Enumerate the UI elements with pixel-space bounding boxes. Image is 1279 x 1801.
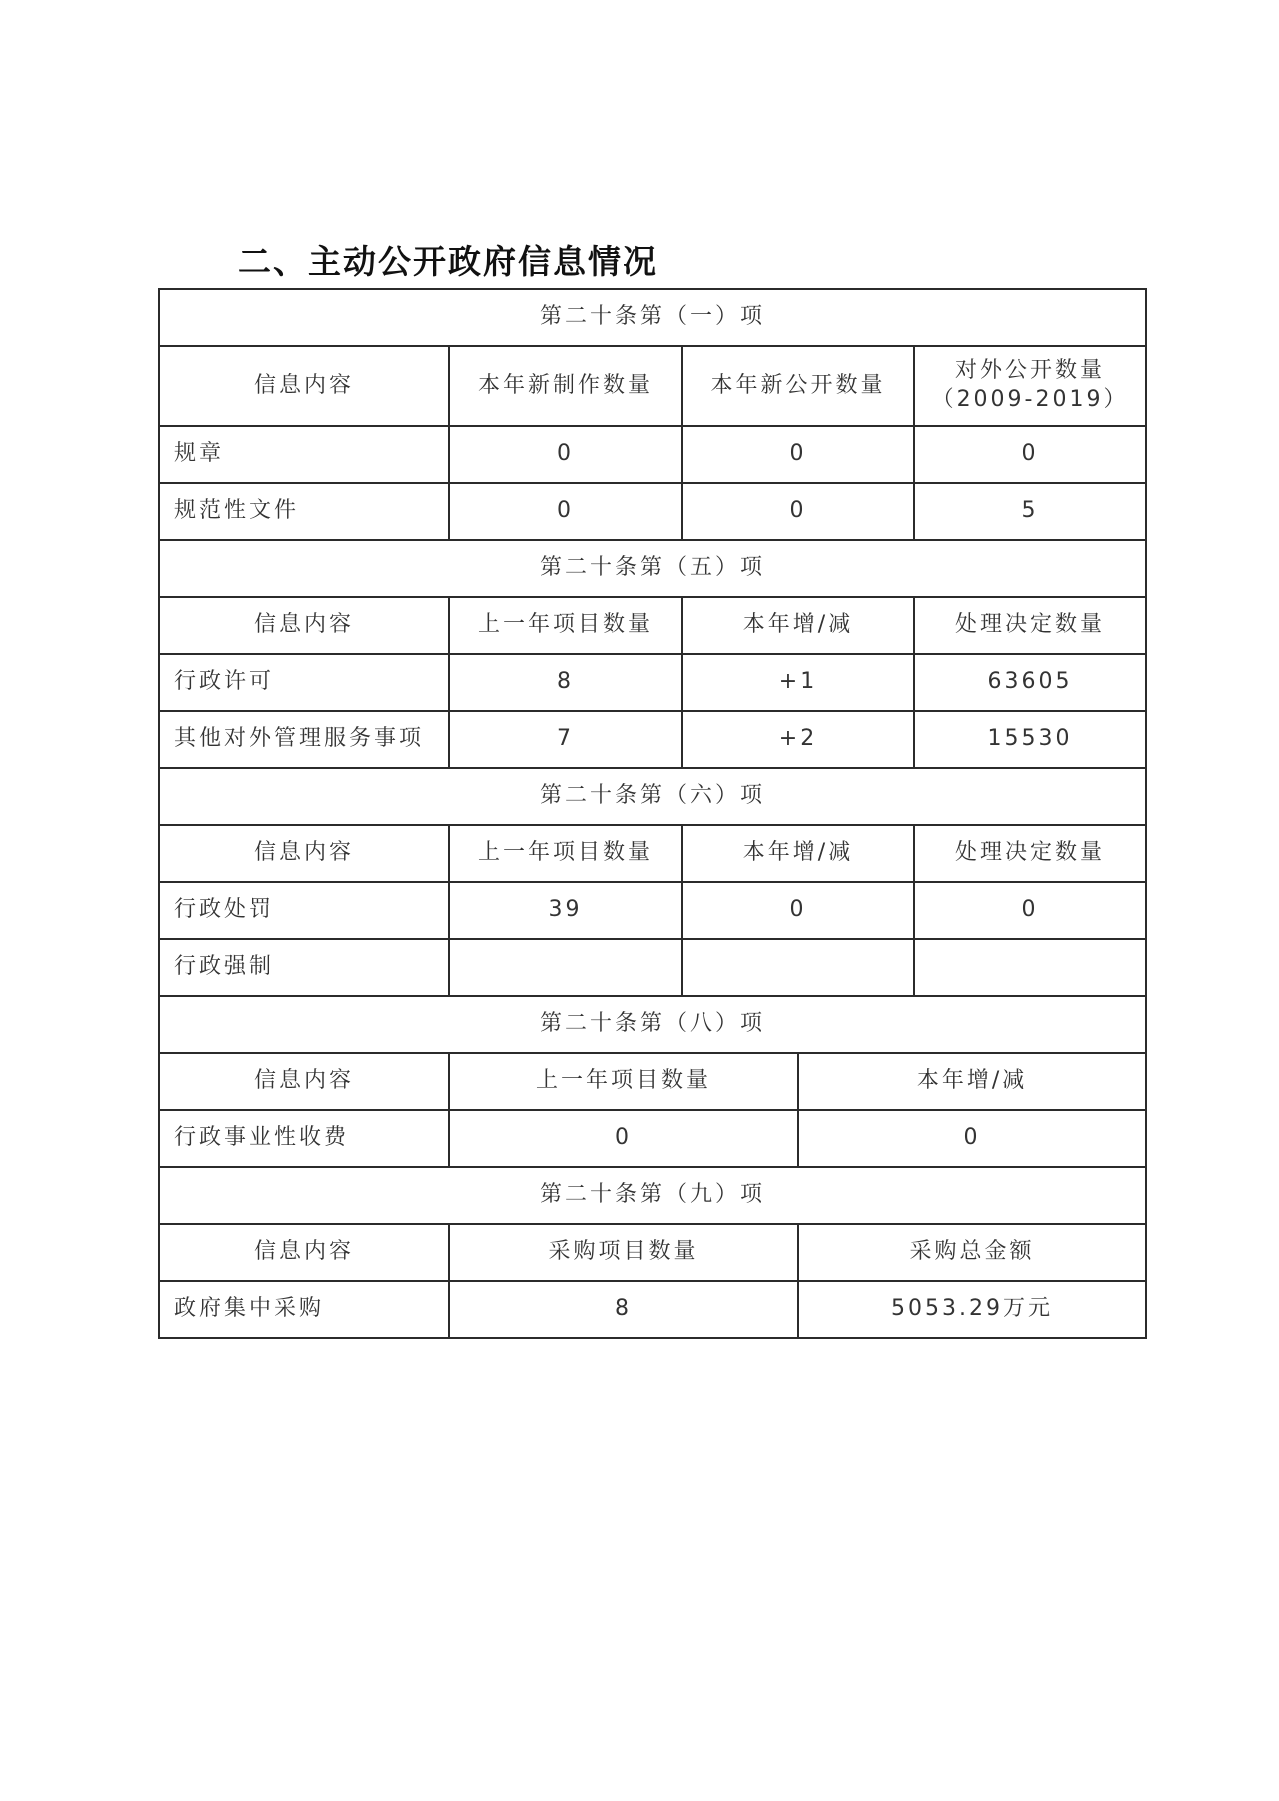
header-cell: 上一年项目数量 bbox=[449, 825, 682, 882]
section-heading-row bbox=[159, 768, 1146, 825]
row-label: 行政事业性收费 bbox=[159, 1110, 449, 1167]
header-row bbox=[159, 825, 1146, 882]
table-cell: 0 bbox=[449, 483, 682, 540]
header-cell: 本年增/减 bbox=[682, 597, 914, 654]
row-label: 规章 bbox=[159, 426, 449, 483]
header-cell-public-count bbox=[914, 346, 1146, 426]
header-cell: 信息内容 bbox=[159, 597, 449, 654]
table-cell bbox=[449, 939, 682, 996]
row-label: 规范性文件 bbox=[159, 483, 449, 540]
header-cell: 处理决定数量 bbox=[914, 825, 1146, 882]
row-label: 其他对外管理服务事项 bbox=[159, 711, 449, 768]
table-row bbox=[159, 654, 1146, 711]
table-cell: 8 bbox=[449, 654, 682, 711]
section-heading: 第二十条第（五）项 bbox=[159, 540, 1146, 597]
section-heading: 第二十条第（一）项 bbox=[159, 289, 1146, 346]
section-heading-row bbox=[159, 1167, 1146, 1224]
header-cell-line: （2009-2019） bbox=[931, 387, 1129, 412]
header-cell: 上一年项目数量 bbox=[449, 1053, 798, 1110]
section-heading: 第二十条第（六）项 bbox=[159, 768, 1146, 825]
table-cell: 15530 bbox=[914, 711, 1146, 768]
table-cell: +2 bbox=[682, 711, 914, 768]
table-row bbox=[159, 939, 1146, 996]
table-cell bbox=[914, 939, 1146, 996]
header-cell: 处理决定数量 bbox=[914, 597, 1146, 654]
section-heading-row bbox=[159, 289, 1146, 346]
section-heading-row bbox=[159, 540, 1146, 597]
header-row bbox=[159, 346, 1146, 426]
header-cell-line: 对外公开数量 bbox=[955, 358, 1106, 384]
header-cell: 信息内容 bbox=[159, 346, 449, 426]
table-cell: +1 bbox=[682, 654, 914, 711]
header-cell: 上一年项目数量 bbox=[449, 597, 682, 654]
table-cell: 0 bbox=[682, 483, 914, 540]
header-cell: 本年增/减 bbox=[682, 825, 914, 882]
row-label: 行政许可 bbox=[159, 654, 449, 711]
section-heading-row bbox=[159, 996, 1146, 1053]
table-cell: 8 bbox=[449, 1281, 798, 1338]
header-cell: 本年增/减 bbox=[798, 1053, 1146, 1110]
row-label: 行政强制 bbox=[159, 939, 449, 996]
section-heading: 第二十条第（八）项 bbox=[159, 996, 1146, 1053]
table-row bbox=[159, 483, 1146, 540]
table-row bbox=[159, 1281, 1146, 1338]
table-cell: 0 bbox=[449, 426, 682, 483]
header-row bbox=[159, 1053, 1146, 1110]
table-cell: 39 bbox=[449, 882, 682, 939]
table-cell: 5 bbox=[914, 483, 1146, 540]
table-row bbox=[159, 426, 1146, 483]
page-title: 二、主动公开政府信息情况 bbox=[238, 242, 658, 281]
table-cell: 63605 bbox=[914, 654, 1146, 711]
header-cell: 采购项目数量 bbox=[449, 1224, 798, 1281]
table-cell: 7 bbox=[449, 711, 682, 768]
header-row bbox=[159, 1224, 1146, 1281]
row-label: 政府集中采购 bbox=[159, 1281, 449, 1338]
header-cell: 本年新公开数量 bbox=[682, 346, 914, 426]
table-cell: 0 bbox=[914, 882, 1146, 939]
table-cell: 0 bbox=[682, 426, 914, 483]
table-cell: 0 bbox=[914, 426, 1146, 483]
header-cell: 采购总金额 bbox=[798, 1224, 1146, 1281]
table-row bbox=[159, 711, 1146, 768]
table-cell bbox=[682, 939, 914, 996]
header-cell: 信息内容 bbox=[159, 825, 449, 882]
table-row bbox=[159, 882, 1146, 939]
disclosure-table bbox=[158, 288, 1147, 1339]
table-cell: 0 bbox=[798, 1110, 1146, 1167]
table-row bbox=[159, 1110, 1146, 1167]
header-cell: 本年新制作数量 bbox=[449, 346, 682, 426]
table-cell: 0 bbox=[449, 1110, 798, 1167]
table-cell: 5053.29万元 bbox=[798, 1281, 1146, 1338]
header-cell: 信息内容 bbox=[159, 1224, 449, 1281]
header-row bbox=[159, 597, 1146, 654]
row-label: 行政处罚 bbox=[159, 882, 449, 939]
header-cell: 信息内容 bbox=[159, 1053, 449, 1110]
table-cell: 0 bbox=[682, 882, 914, 939]
section-heading: 第二十条第（九）项 bbox=[159, 1167, 1146, 1224]
